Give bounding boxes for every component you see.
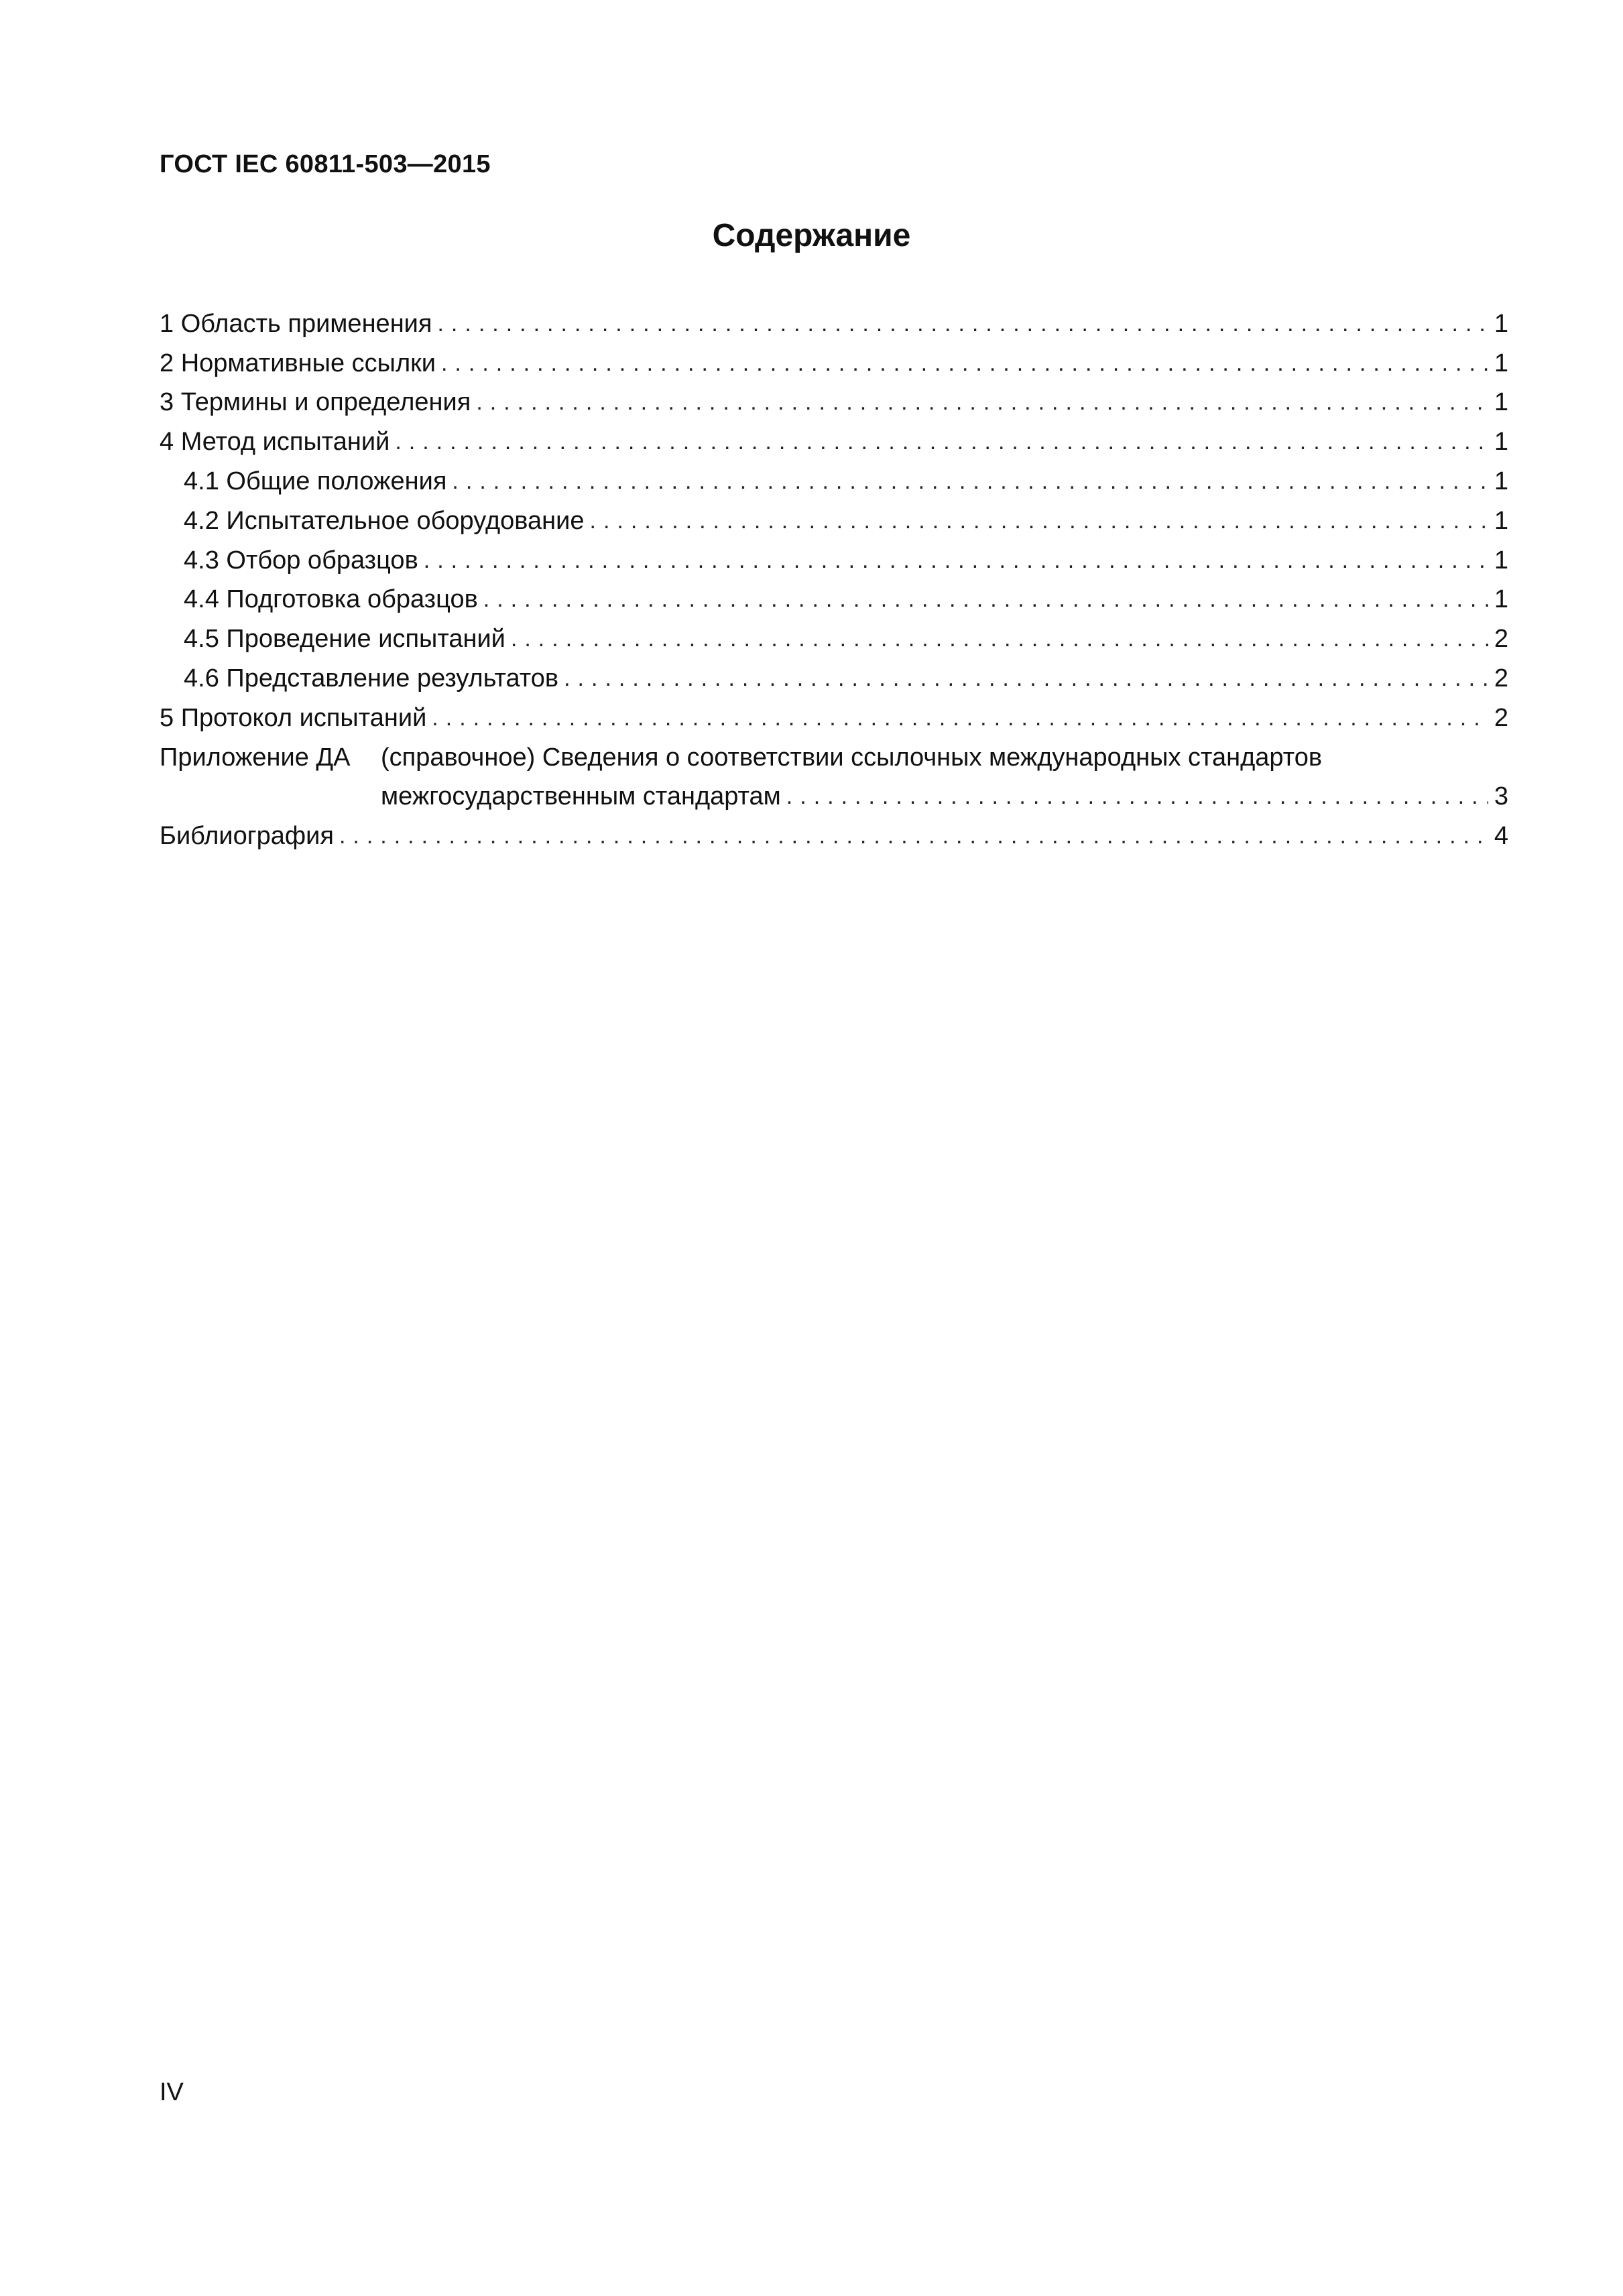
toc-dot-leader xyxy=(590,506,1488,536)
toc-dot-leader xyxy=(483,585,1488,614)
toc-dot-leader xyxy=(437,309,1488,339)
toc-entry[interactable] xyxy=(160,299,1508,339)
toc-entry-page: 2 xyxy=(1494,664,1508,692)
toc-entry-page: 3 xyxy=(1494,782,1508,811)
annex-label: Приложение ДА xyxy=(160,743,351,772)
toc-annex-entry[interactable] xyxy=(160,733,1508,812)
toc-entry-title: 4.4 Подготовка образцов xyxy=(184,585,478,614)
toc-entry-page: 1 xyxy=(1494,467,1508,495)
toc-dot-leader xyxy=(424,546,1488,575)
toc-dot-leader xyxy=(511,624,1488,654)
toc-entry-page: 2 xyxy=(1494,703,1508,732)
toc-annex-second-line xyxy=(160,772,1508,812)
toc-subentry[interactable] xyxy=(160,496,1508,536)
annex-title-line1: (справочное) Сведения о соответствии ссылочных международных стандартов xyxy=(381,743,1323,772)
toc-dot-leader xyxy=(339,821,1488,851)
toc-entry-page: 1 xyxy=(1494,349,1508,377)
toc-title: Содержание xyxy=(712,218,911,253)
toc-subentry[interactable] xyxy=(160,536,1508,575)
toc-dot-leader xyxy=(786,782,1488,811)
toc-entry[interactable] xyxy=(160,417,1508,457)
toc-dot-leader xyxy=(395,427,1488,457)
toc-subentry[interactable] xyxy=(160,654,1508,693)
toc-dot-leader xyxy=(452,467,1488,496)
toc-entry-page: 2 xyxy=(1494,625,1508,654)
toc-entry-title: 4.5 Проведение испытаний xyxy=(184,625,505,654)
toc-entry-title: 4.6 Представление результатов xyxy=(184,664,559,692)
annex-title-line2: межгосударственным стандартам xyxy=(381,782,781,811)
document-code: ГОСТ IEC 60811-503—2015 xyxy=(160,150,491,178)
toc-entry[interactable] xyxy=(160,378,1508,418)
toc-dot-leader xyxy=(432,703,1488,733)
toc-subentry[interactable] xyxy=(160,575,1508,615)
table-of-contents xyxy=(160,299,1508,851)
toc-entry[interactable] xyxy=(160,693,1508,733)
toc-entry-page: 1 xyxy=(1494,428,1508,457)
toc-subentry[interactable] xyxy=(160,457,1508,496)
toc-entry-title: 3 Термины и определения xyxy=(160,388,471,417)
toc-entry-page: 1 xyxy=(1494,309,1508,338)
toc-dot-leader xyxy=(476,387,1488,417)
toc-subentry[interactable] xyxy=(160,614,1508,654)
toc-entry-title: Библиография xyxy=(160,822,334,851)
toc-entry[interactable] xyxy=(160,339,1508,378)
toc-entry-bibliography[interactable] xyxy=(160,811,1508,851)
toc-entry-page: 1 xyxy=(1494,585,1508,614)
toc-entry-page: 1 xyxy=(1494,506,1508,535)
toc-entry-title: 4.3 Отбор образцов xyxy=(184,546,418,575)
toc-entry-title: 2 Нормативные ссылки xyxy=(160,349,436,377)
toc-entry-title: 4 Метод испытаний xyxy=(160,428,390,457)
toc-dot-leader xyxy=(564,664,1488,693)
toc-entry-page: 4 xyxy=(1494,822,1508,851)
toc-entry-title: 4.1 Общие положения xyxy=(184,467,447,495)
toc-dot-leader xyxy=(441,349,1488,378)
toc-entry-title: 4.2 Испытательное оборудование xyxy=(184,506,585,535)
toc-entry-title: 5 Протокол испытаний xyxy=(160,703,427,732)
toc-entry-page: 1 xyxy=(1494,388,1508,417)
toc-entry-page: 1 xyxy=(1494,546,1508,575)
toc-annex-first-line xyxy=(160,733,1508,772)
page-number: IV xyxy=(160,2078,184,2106)
toc-entry-title: 1 Область применения xyxy=(160,309,432,338)
